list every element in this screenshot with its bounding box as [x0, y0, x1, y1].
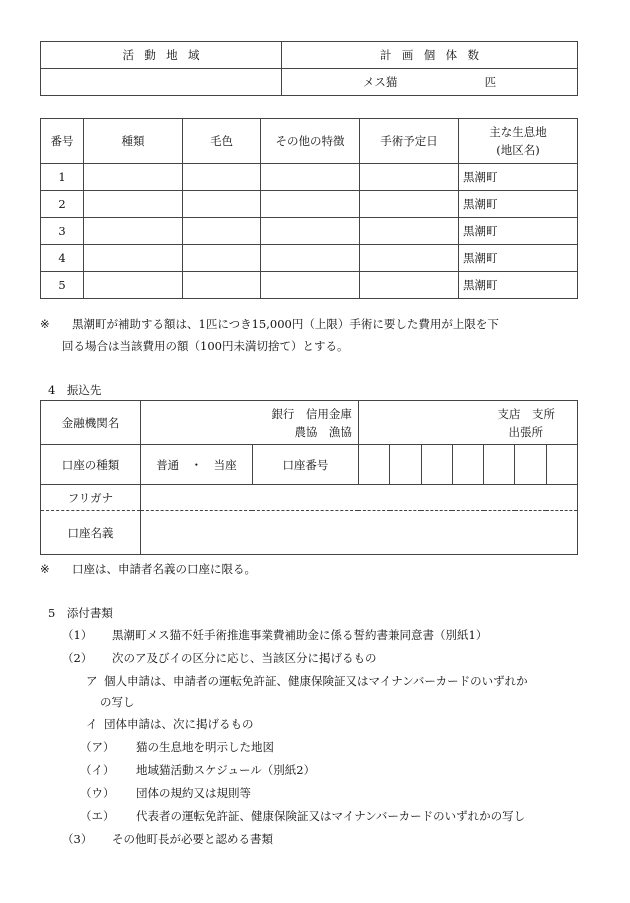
list-item: 代表者の運転免許証、健康保険証又はマイナンバーカードのいずれかの写し — [136, 809, 526, 823]
list-item: の写し — [100, 695, 135, 709]
count-unit: 匹 — [484, 75, 497, 89]
activity-area-value[interactable] — [41, 69, 282, 96]
col-surgery-date: 手術予定日 — [360, 119, 459, 164]
list-item: 次のア及びイの区分に応じ、当該区分に掲げるもの — [112, 651, 377, 665]
list-item: 黒潮町メス猫不妊手術推進事業費補助金に係る誓約書兼同意書（別紙1） — [112, 628, 488, 642]
section5-title: 5 添付書類 — [48, 606, 113, 620]
list-item-label: （エ） — [80, 809, 115, 823]
female-cat-label: メス猫 — [362, 75, 398, 89]
note1-line1: 黒潮町が補助する額は、1匹につき15,000円（上限）手術に要した費用が上限を下 — [72, 317, 499, 331]
list-item-label: （2） — [62, 651, 93, 665]
account-digit[interactable] — [515, 445, 546, 485]
account-digit[interactable] — [421, 445, 452, 485]
list-item: 個人申請は、申請者の運転免許証、健康保険証又はマイナンバーカードのいずれか — [104, 674, 528, 688]
list-item-label: （1） — [62, 628, 93, 642]
list-item: 団体の規約又は規則等 — [136, 786, 251, 800]
account-type-options[interactable]: 普通 ・ 当座 — [140, 445, 252, 485]
list-item-label: （イ） — [80, 763, 115, 777]
account-digit[interactable] — [390, 445, 421, 485]
account-number-label: 口座番号 — [252, 445, 358, 485]
list-item-label: イ — [86, 717, 98, 731]
col-habitat: 主な生息地 (地区名) — [459, 119, 578, 164]
bank-type-cell[interactable]: 銀行 信用金庫 農協 漁協 — [140, 401, 358, 445]
branch-type-cell[interactable]: 支店 支所 出張所 — [358, 401, 577, 445]
list-item-label: （ア） — [80, 740, 115, 754]
planned-count-value[interactable] — [282, 69, 578, 96]
list-item-label: （ウ） — [80, 786, 115, 800]
account-type-label: 口座の種類 — [41, 445, 141, 485]
list-item-label: （3） — [62, 832, 93, 846]
note1-mark: ※ — [40, 317, 50, 331]
col-color: 毛色 — [183, 119, 261, 164]
furigana-label: フリガナ — [41, 485, 141, 511]
table-row: 3 黒潮町 — [41, 218, 578, 245]
bank-name-label: 金融機関名 — [41, 401, 141, 445]
table-row: 2 黒潮町 — [41, 191, 578, 218]
list-item: 団体申請は、次に掲げるもの — [104, 717, 254, 731]
note1-line2: 回る場合は当該費用の額（100円未満切捨て）とする。 — [62, 339, 349, 353]
activity-area-header: 活動地域 — [41, 42, 282, 69]
note2-text: 口座は、申請者名義の口座に限る。 — [72, 562, 256, 576]
account-digit[interactable] — [484, 445, 515, 485]
list-item: その他町長が必要と認める書類 — [112, 832, 273, 846]
account-holder-value[interactable] — [140, 511, 577, 555]
bank-account-table — [40, 400, 578, 555]
account-digit[interactable] — [452, 445, 483, 485]
account-digit[interactable] — [358, 445, 389, 485]
table-row: 1 黒潮町 — [41, 164, 578, 191]
list-item: 猫の生息地を明示した地図 — [136, 740, 274, 754]
table-row: 4 黒潮町 — [41, 245, 578, 272]
account-digit[interactable] — [546, 445, 577, 485]
col-number: 番号 — [41, 119, 84, 164]
list-item: 地域猫活動スケジュール（別紙2） — [136, 763, 316, 777]
col-features: その他の特徴 — [261, 119, 360, 164]
note2-mark: ※ — [40, 562, 50, 576]
cat-list-table — [40, 118, 578, 299]
planned-count-header: 計画個体数 — [282, 42, 578, 69]
list-item-label: ア — [86, 674, 98, 688]
furigana-value[interactable] — [140, 485, 577, 511]
section4-title: 4 振込先 — [48, 383, 102, 397]
activity-area-table — [40, 41, 578, 96]
col-kind: 種類 — [84, 119, 183, 164]
account-holder-label: 口座名義 — [41, 511, 141, 555]
table-row: 5 黒潮町 — [41, 272, 578, 299]
